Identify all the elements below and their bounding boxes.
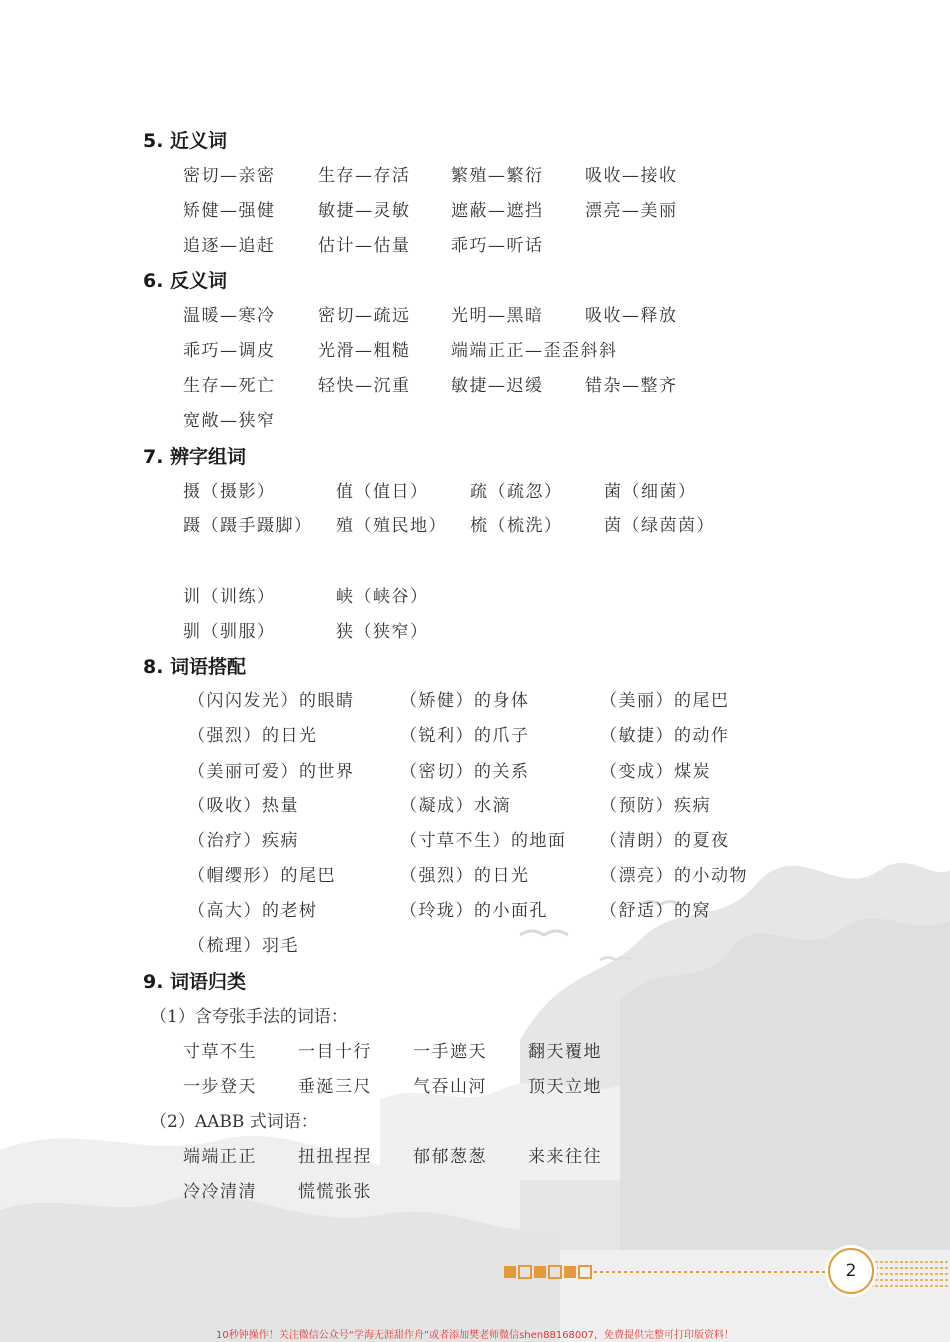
section-title: 6. 反义词 [143, 270, 228, 292]
word-entry: 翻天覆地 [528, 1042, 602, 1062]
word-entry: 密切—亲密 [183, 166, 276, 186]
word-entry: 梳（梳洗） [470, 516, 563, 536]
entry-row [0, 196, 950, 226]
word-entry: （舒适）的窝 [600, 901, 711, 921]
word-entry: （强烈）的日光 [400, 866, 530, 886]
word-entry: 敏捷—迟缓 [451, 376, 544, 396]
section-title: 8. 词语搭配 [143, 656, 247, 678]
word-entry: 轻快—沉重 [318, 376, 411, 396]
word-entry: （强烈）的日光 [188, 726, 318, 746]
word-entry: （美丽）的尾巴 [600, 691, 730, 711]
word-entry: 扭扭捏捏 [298, 1147, 372, 1167]
entry-row [0, 1177, 950, 1207]
footer-decoration [500, 1262, 830, 1286]
word-entry: 训（训练） [183, 587, 276, 607]
word-entry: 生存—存活 [318, 166, 411, 186]
word-entry: （漂亮）的小动物 [600, 866, 748, 886]
entry-row [0, 826, 950, 856]
word-entry: 郁郁葱葱 [413, 1147, 487, 1167]
entry-row [0, 721, 950, 751]
word-entry: 光明—黑暗 [451, 306, 544, 326]
word-entry: 繁殖—繁衍 [451, 166, 544, 186]
word-entry: （矫健）的身体 [400, 691, 530, 711]
word-entry: （预防）疾病 [600, 796, 711, 816]
entry-row [0, 1142, 950, 1172]
word-entry: （玲珑）的小面孔 [400, 901, 548, 921]
entry-row [0, 686, 950, 716]
word-entry: 垂涎三尺 [298, 1077, 372, 1097]
entry-row [0, 511, 950, 541]
word-entry: （高大）的老树 [188, 901, 318, 921]
word-entry: 光滑—粗糙 [318, 341, 411, 361]
footer-squares-icon [500, 1262, 830, 1282]
word-entry: 追逐—追赶 [183, 236, 276, 256]
entry-row [0, 617, 950, 647]
section-title: 9. 词语归类 [143, 971, 247, 993]
word-entry: 温暖—寒冷 [183, 306, 276, 326]
word-entry: （闪闪发光）的眼睛 [188, 691, 355, 711]
word-entry: 吸收—释放 [585, 306, 678, 326]
entry-row [0, 231, 950, 261]
word-entry: 来来往往 [528, 1147, 602, 1167]
word-entry: 蹑（蹑手蹑脚） [183, 516, 313, 536]
word-entry: 值（值日） [336, 482, 429, 502]
word-entry: （变成）煤炭 [600, 762, 711, 782]
section-title: 7. 辨字组词 [143, 446, 247, 468]
page-number: 2 [828, 1248, 874, 1294]
entry-row [0, 477, 950, 507]
word-entry: （寸草不生）的地面 [400, 831, 567, 851]
word-entry: 茵（绿茵茵） [604, 516, 715, 536]
word-entry: （锐利）的爪子 [400, 726, 530, 746]
entry-row [0, 931, 950, 961]
word-entry: 遮蔽—遮挡 [451, 201, 544, 221]
entry-row [0, 301, 950, 331]
word-entry: 乖巧—调皮 [183, 341, 276, 361]
entry-row [0, 896, 950, 926]
footer-notice: 10秒钟操作！关注微信公众号“学海无涯甜作舟”或者添加樊老师微信shen88168007，免费提供完整可打印版资料！ [215, 1330, 735, 1341]
word-entry: 生存—死亡 [183, 376, 276, 396]
word-entry: 菌（细菌） [604, 482, 697, 502]
entry-row [0, 1037, 950, 1067]
word-entry: 密切—疏远 [318, 306, 411, 326]
word-entry: 顶天立地 [528, 1077, 602, 1097]
word-entry: 矫健—强健 [183, 201, 276, 221]
word-entry: 寸草不生 [183, 1042, 257, 1062]
section-title: 5. 近义词 [143, 130, 228, 152]
word-entry: （敏捷）的动作 [600, 726, 730, 746]
word-entry: 疏（疏忽） [470, 482, 563, 502]
word-entry: 殖（殖民地） [336, 516, 447, 536]
word-entry: 估计—估量 [318, 236, 411, 256]
word-entry: （美丽可爱）的世界 [188, 762, 355, 782]
word-entry: 吸收—接收 [585, 166, 678, 186]
subsection-label: （1）含夸张手法的词语： [150, 1007, 348, 1027]
word-entry: 冷冷清清 [183, 1182, 257, 1202]
word-entry: 一步登天 [183, 1077, 257, 1097]
word-entry: （清朗）的夏夜 [600, 831, 730, 851]
word-entry: 摄（摄影） [183, 482, 276, 502]
word-entry: 气吞山河 [413, 1077, 487, 1097]
word-entry: 敏捷—灵敏 [318, 201, 411, 221]
word-entry: 慌慌张张 [298, 1182, 372, 1202]
word-entry: 宽敞—狭窄 [183, 411, 276, 431]
word-entry: 错杂—整齐 [585, 376, 678, 396]
word-entry: 驯（驯服） [183, 622, 276, 642]
entry-row [0, 371, 950, 401]
word-entry: 一手遮天 [413, 1042, 487, 1062]
entry-row [0, 1072, 950, 1102]
word-entry: 乖巧—听话 [451, 236, 544, 256]
word-entry: 漂亮—美丽 [585, 201, 678, 221]
entry-row [0, 336, 950, 366]
word-entry: 端端正正—歪歪斜斜 [451, 341, 618, 361]
entry-row [0, 406, 950, 436]
word-entry: （治疗）疾病 [188, 831, 299, 851]
word-entry: （凝成）水滴 [400, 796, 511, 816]
entry-row [0, 582, 950, 612]
word-entry: 峡（峡谷） [336, 587, 429, 607]
entry-row [0, 791, 950, 821]
entry-row [0, 861, 950, 891]
entry-row [0, 161, 950, 191]
word-entry: 端端正正 [183, 1147, 257, 1167]
word-entry: （密切）的关系 [400, 762, 530, 782]
word-entry: （帽缨形）的尾巴 [188, 866, 336, 886]
subsection-label: （2）AABB 式词语： [150, 1112, 318, 1132]
word-entry: （吸收）热量 [188, 796, 299, 816]
word-entry: 狭（狭窄） [336, 622, 429, 642]
word-entry: 一目十行 [298, 1042, 372, 1062]
word-entry: （梳理）羽毛 [188, 936, 299, 956]
entry-row [0, 757, 950, 787]
